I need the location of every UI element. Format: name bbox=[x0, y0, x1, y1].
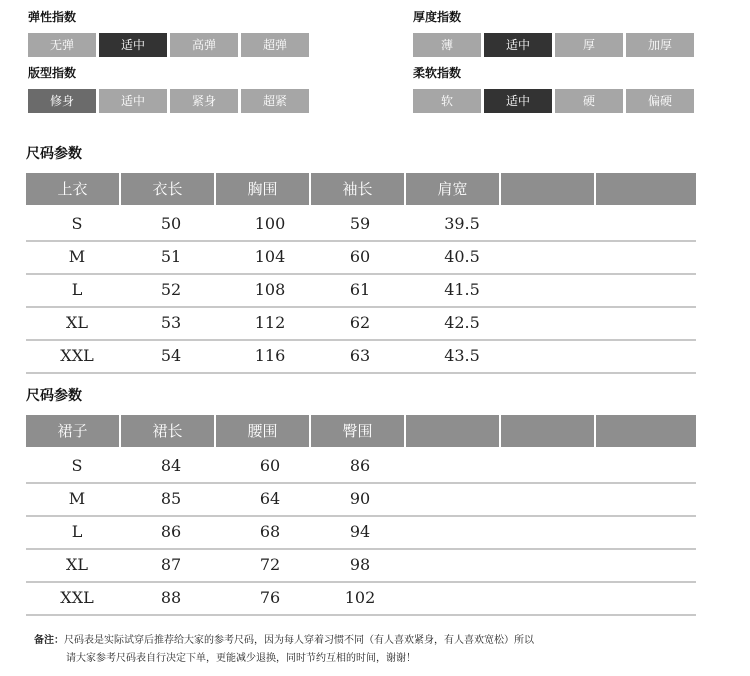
measurement-cell: 51 bbox=[160, 247, 182, 266]
header-cell: 肩宽 bbox=[406, 173, 499, 205]
measurement-cell: 90 bbox=[349, 489, 371, 508]
fit-option-1: 修身 bbox=[28, 89, 96, 113]
thickness-option-3: 厚 bbox=[555, 33, 623, 57]
elasticity-index-title: 弹性指数 bbox=[28, 10, 77, 24]
softness-index-title: 柔软指数 bbox=[413, 66, 462, 80]
thickness-option-2: 适中 bbox=[484, 33, 552, 57]
header-cell bbox=[596, 173, 696, 205]
table-row bbox=[26, 581, 696, 616]
measurement-cell: 41.5 bbox=[444, 280, 480, 299]
table-header bbox=[26, 415, 696, 447]
measurement-cell: 86 bbox=[160, 522, 182, 541]
header-cell: 袖长 bbox=[311, 173, 404, 205]
measurement-cell: 84 bbox=[160, 456, 182, 475]
top-size-table bbox=[26, 173, 696, 373]
measurement-cell: 108 bbox=[254, 280, 286, 299]
size-label: XXL bbox=[60, 346, 94, 365]
measurement-cell: 102 bbox=[344, 588, 376, 607]
elasticity-option-1: 无弹 bbox=[28, 33, 96, 57]
header-cell: 臀围 bbox=[311, 415, 404, 447]
elasticity-option-3: 高弹 bbox=[170, 33, 238, 57]
table-header bbox=[26, 173, 696, 205]
header-cell bbox=[501, 415, 594, 447]
note-line-1 bbox=[34, 631, 534, 646]
measurement-cell: 62 bbox=[349, 313, 371, 332]
measurement-cell: 76 bbox=[259, 588, 281, 607]
measurement-cell: 116 bbox=[254, 346, 286, 365]
header-cell: 胸围 bbox=[216, 173, 309, 205]
size-label: XL bbox=[65, 555, 88, 574]
header-cell: 裙子 bbox=[26, 415, 119, 447]
measurement-cell: 52 bbox=[160, 280, 182, 299]
size-label: S bbox=[71, 214, 83, 233]
measurement-cell: 43.5 bbox=[444, 346, 480, 365]
measurement-cell: 50 bbox=[160, 214, 182, 233]
measurement-cell: 98 bbox=[349, 555, 371, 574]
measurement-cell: 64 bbox=[259, 489, 281, 508]
measurement-cell: 85 bbox=[160, 489, 182, 508]
table-row bbox=[26, 339, 696, 374]
section-title-skirt: 尺码参数 bbox=[26, 388, 82, 404]
softness-option-3: 硬 bbox=[555, 89, 623, 113]
measurement-cell: 68 bbox=[259, 522, 281, 541]
size-label: XL bbox=[65, 313, 88, 332]
header-cell bbox=[596, 415, 696, 447]
header-cell: 上衣 bbox=[26, 173, 119, 205]
measurement-cell: 72 bbox=[259, 555, 281, 574]
table-row bbox=[26, 306, 696, 341]
table-row bbox=[26, 273, 696, 308]
measurement-cell: 53 bbox=[160, 313, 182, 332]
measurement-cell: 63 bbox=[349, 346, 371, 365]
softness-option-4: 偏硬 bbox=[626, 89, 694, 113]
size-label: XXL bbox=[60, 588, 94, 607]
header-cell: 衣长 bbox=[121, 173, 214, 205]
header-cell: 裙长 bbox=[121, 415, 214, 447]
size-label: L bbox=[71, 280, 83, 299]
softness-option-2: 适中 bbox=[484, 89, 552, 113]
note-line-2 bbox=[66, 649, 416, 664]
thickness-index-title: 厚度指数 bbox=[413, 10, 462, 24]
fit-option-2: 适中 bbox=[99, 89, 167, 113]
measurement-cell: 112 bbox=[254, 313, 286, 332]
measurement-cell: 94 bbox=[349, 522, 371, 541]
measurement-cell: 42.5 bbox=[444, 313, 480, 332]
fit-index-title: 版型指数 bbox=[28, 66, 77, 80]
softness-option-1: 软 bbox=[413, 89, 481, 113]
header-cell: 腰围 bbox=[216, 415, 309, 447]
measurement-cell: 59 bbox=[349, 214, 371, 233]
measurement-cell: 61 bbox=[349, 280, 371, 299]
measurement-cell: 100 bbox=[254, 214, 286, 233]
size-label: L bbox=[71, 522, 83, 541]
elasticity-option-2: 适中 bbox=[99, 33, 167, 57]
table-row bbox=[26, 240, 696, 275]
fit-option-3: 紧身 bbox=[170, 89, 238, 113]
thickness-option-1: 薄 bbox=[413, 33, 481, 57]
size-label: M bbox=[68, 247, 86, 266]
header-cell bbox=[501, 173, 594, 205]
table-row bbox=[26, 449, 696, 484]
section-title-top: 尺码参数 bbox=[26, 146, 82, 162]
measurement-cell: 104 bbox=[254, 247, 286, 266]
fit-option-4: 超紧 bbox=[241, 89, 309, 113]
skirt-size-table bbox=[26, 415, 696, 615]
thickness-option-4: 加厚 bbox=[626, 33, 694, 57]
note-text-1: 尺码表是实际试穿后推荐给大家的参考尺码，因为每人穿着习惯不同（有人喜欢紧身，有人喜欢宽松）所以 bbox=[64, 635, 534, 646]
table-row bbox=[26, 482, 696, 517]
measurement-cell: 86 bbox=[349, 456, 371, 475]
header-cell bbox=[406, 415, 499, 447]
note-text-2: 请大家参考尺码表自行决定下单，更能减少退换，同时节约互相的时间，谢谢！ bbox=[66, 653, 416, 664]
measurement-cell: 39.5 bbox=[444, 214, 480, 233]
measurement-cell: 54 bbox=[160, 346, 182, 365]
measurement-cell: 60 bbox=[259, 456, 281, 475]
table-row bbox=[26, 207, 696, 242]
measurement-cell: 87 bbox=[160, 555, 182, 574]
table-row bbox=[26, 515, 696, 550]
elasticity-option-4: 超弹 bbox=[241, 33, 309, 57]
size-label: M bbox=[68, 489, 86, 508]
measurement-cell: 88 bbox=[160, 588, 182, 607]
table-row bbox=[26, 548, 696, 583]
note-label: 备注： bbox=[34, 635, 64, 646]
size-label: S bbox=[71, 456, 83, 475]
measurement-cell: 40.5 bbox=[444, 247, 480, 266]
measurement-cell: 60 bbox=[349, 247, 371, 266]
